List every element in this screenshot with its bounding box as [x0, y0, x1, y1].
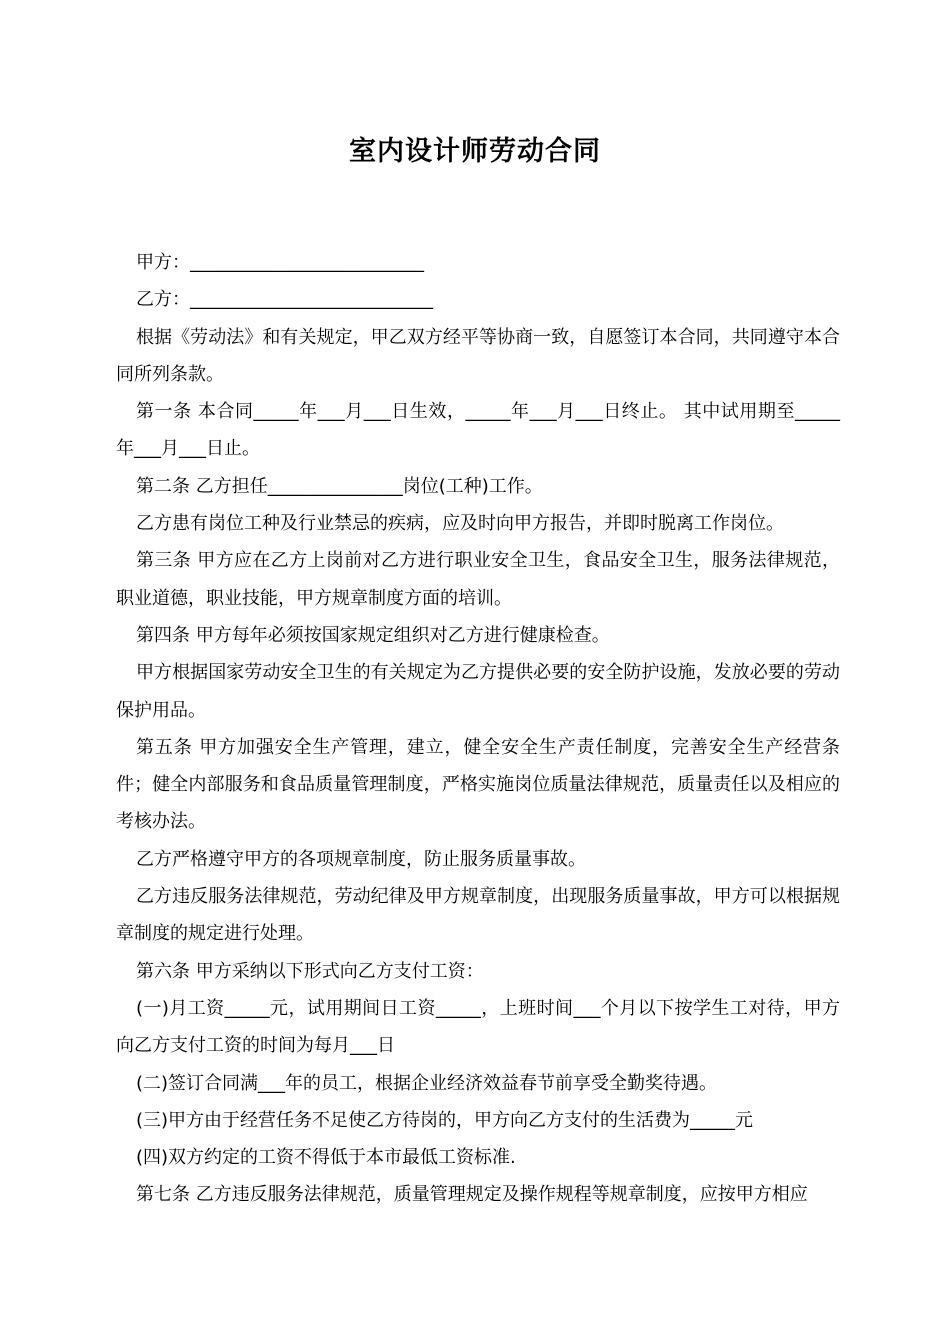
- article-4-paragraph: 第四条 甲方每年必须按国家规定组织对乙方进行健康检查。: [136, 624, 610, 646]
- preamble-paragraph: 根据《劳动法》和有关规定，甲乙双方经平等协商一致，自愿签订本合同，共同遵守本合同所列条款。: [116, 326, 840, 385]
- article-6-item-1-paragraph: (一)月工资_____元，试用期间日工资_____，上班时间___个月以下按学生工对待，甲方向乙方支付工资的时间为每月___日: [116, 997, 840, 1057]
- party-a-line: 甲方：__________________________: [136, 252, 424, 273]
- article-4-note-paragraph: 甲方根据国家劳动安全卫生的有关规定为乙方提供必要的安全防护设施，发放必要的劳动保护用品。: [116, 662, 840, 721]
- document-body: [116, 244, 840, 1214]
- article-6-paragraph: 第六条 甲方采纳以下形式向乙方支付工资：: [136, 960, 484, 982]
- article-3-paragraph: 第三条 甲方应在乙方上岗前对乙方进行职业安全卫生，食品安全卫生，服务法律规范，职业道德，职业技能，甲方规章制度方面的培训。: [116, 550, 840, 609]
- article-6-item-3-paragraph: (三)甲方由于经营任务不足使乙方待岗的，甲方向乙方支付的生活费为_____元: [136, 1109, 754, 1131]
- article-7-paragraph: 第七条 乙方违反服务法律规范，质量管理规定及操作规程等规章制度，应按甲方相应: [136, 1184, 808, 1206]
- article-6-item-4-paragraph: (四)双方约定的工资不得低于本市最低工资标准.: [136, 1147, 516, 1169]
- article-6-item-2-paragraph: (二)签订合同满___年的员工，根据企业经济效益春节前享受全勤奖待遇。: [136, 1072, 718, 1094]
- document-title: 室内设计师劳动合同: [349, 136, 601, 167]
- article-5-paragraph: 第五条 甲方加强安全生产管理，建立，健全安全生产责任制度，完善安全生产经营条件；健全内部服务和食品质量管理制度，严格实施岗位质量法律规范，质量责任以及相应的考核办法。: [116, 736, 840, 833]
- party-b-line: 乙方：___________________________: [136, 289, 433, 311]
- article-2-paragraph: 第二条 乙方担任_______________岗位(工种)工作。: [136, 475, 543, 497]
- article-2-note-paragraph: 乙方患有岗位工种及行业禁忌的疾病，应及时向甲方报告，并即时脱离工作岗位。: [136, 513, 784, 535]
- article-5-violation-paragraph: 乙方违反服务法律规范，劳动纪律及甲方规章制度，出现服务质量事故，甲方可以根据规章制度的规定进行处理。: [116, 886, 840, 945]
- article-5-note-paragraph: 乙方严格遵守甲方的各项规章制度，防止服务质量事故。: [136, 848, 586, 870]
- article-1-paragraph: 第一条 本合同_____年___月___日生效，_____年___月___日终止。 其中试用期至_____年___月___日止。: [116, 401, 840, 460]
